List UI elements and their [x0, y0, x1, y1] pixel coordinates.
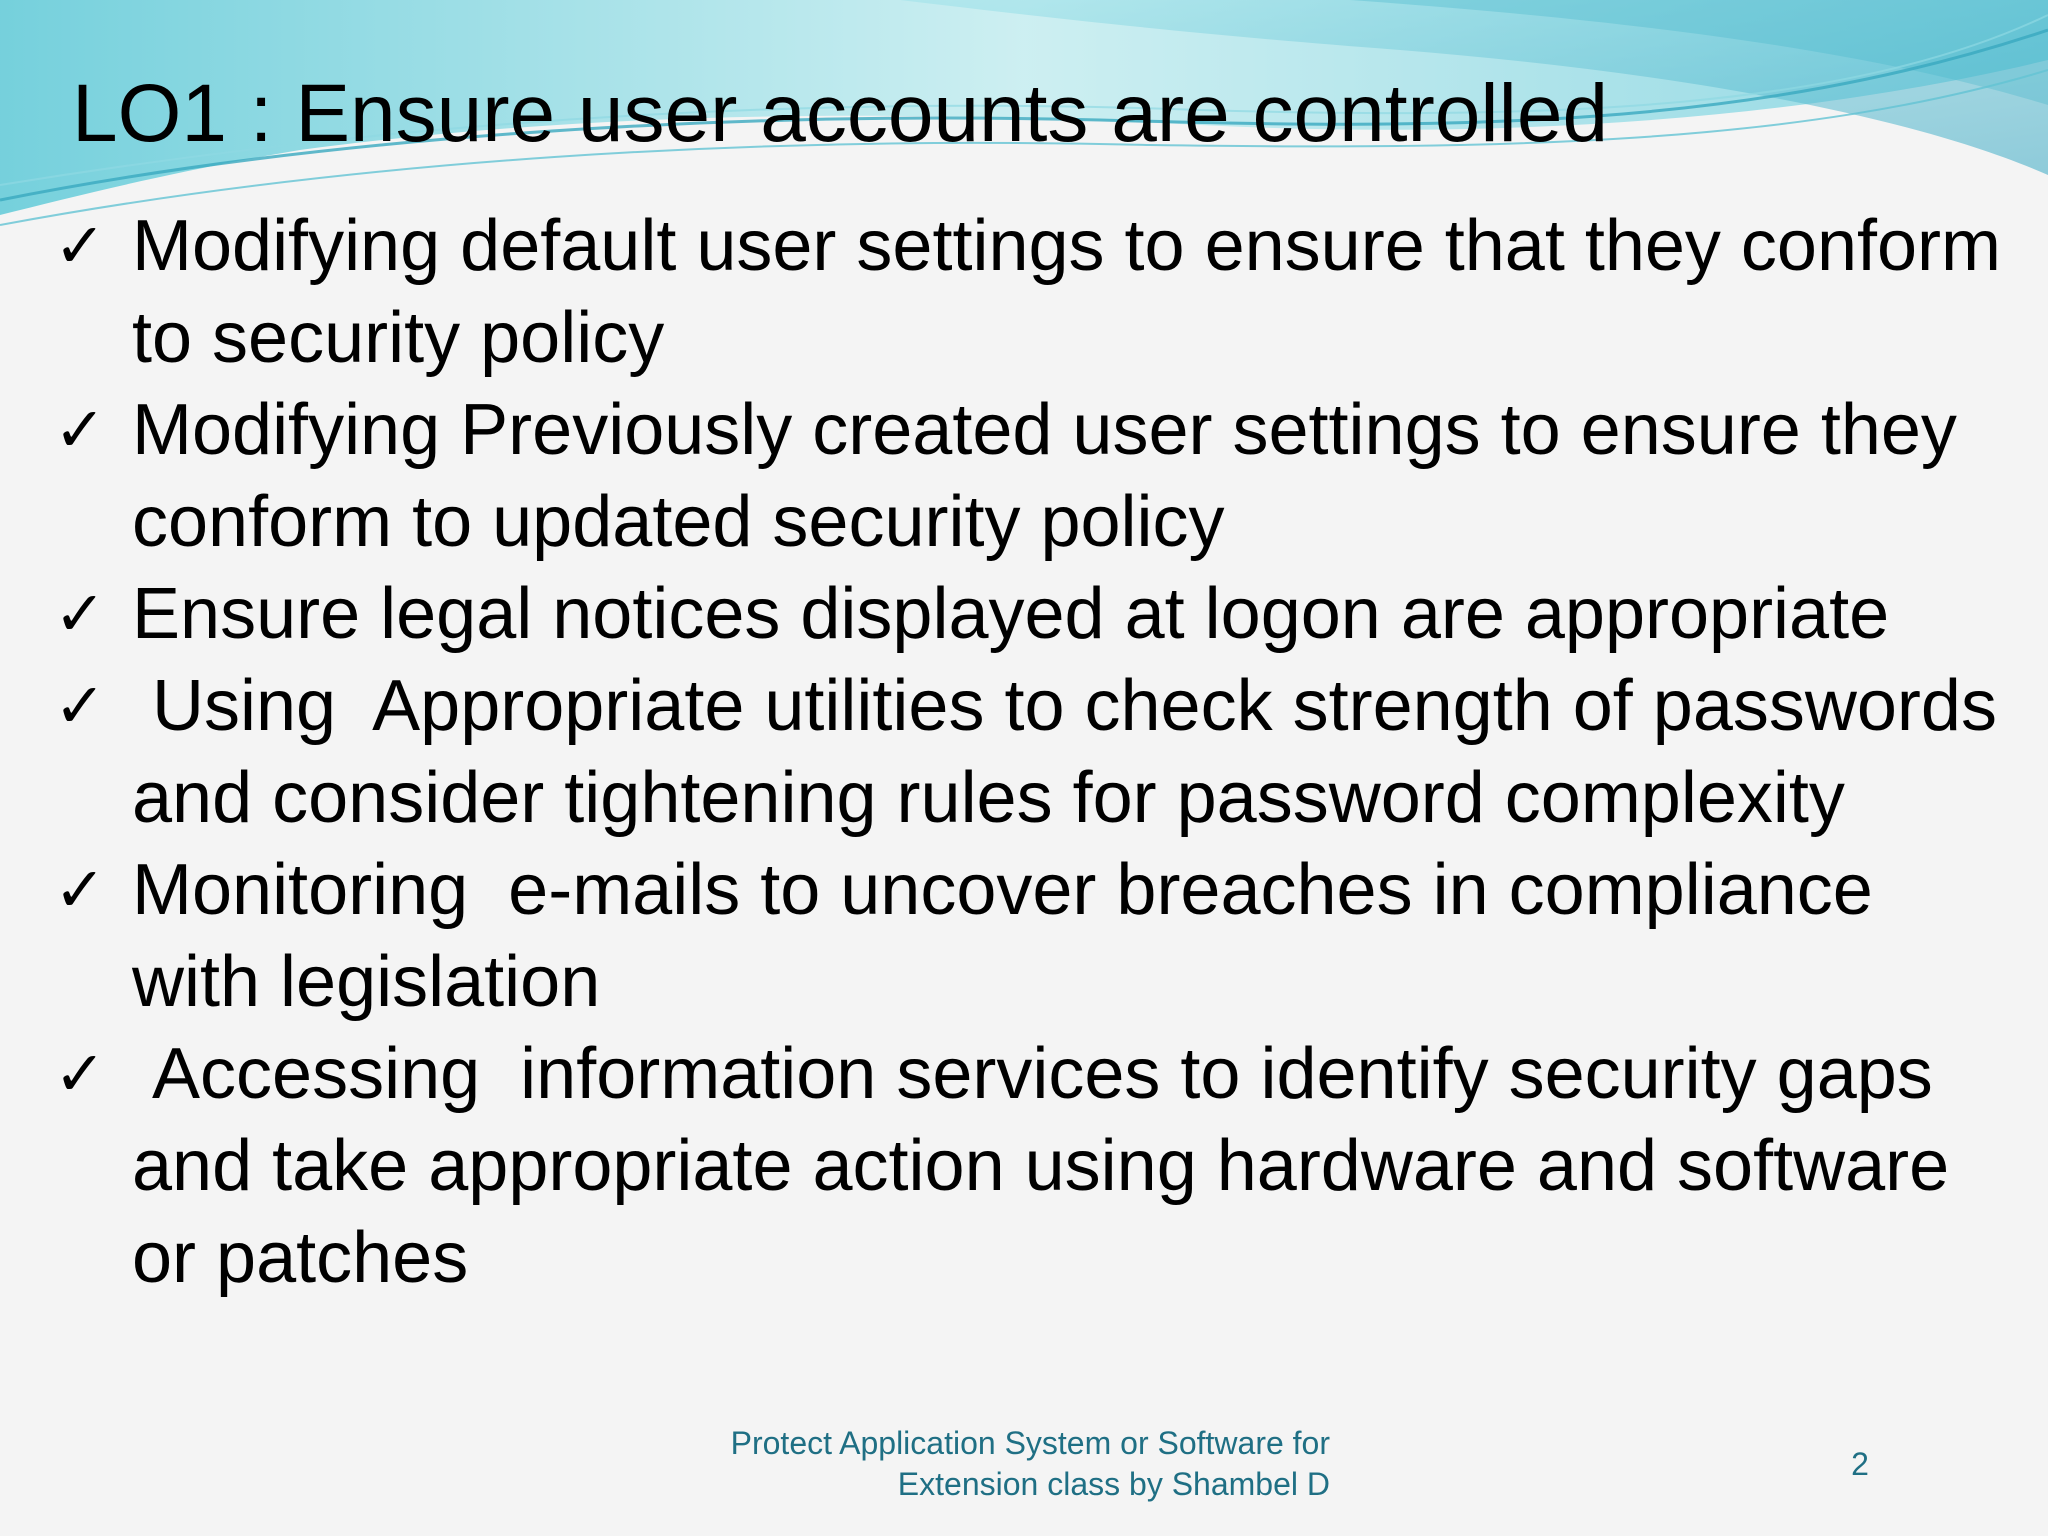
- slide-footer: [690, 1423, 1330, 1505]
- slide-title: LO1 : Ensure user accounts are controlled: [72, 68, 1609, 159]
- bullet-text: Modifying default user settings to ensure that they conform to security policy: [132, 206, 2002, 378]
- check-mark-icon: ✓: [54, 853, 106, 926]
- check-mark-icon: ✓: [54, 393, 106, 466]
- check-mark-icon: ✓: [54, 1037, 106, 1110]
- check-mark-icon: ✓: [54, 577, 106, 650]
- page-number: 2: [1851, 1446, 1869, 1482]
- check-mark-icon: ✓: [54, 209, 106, 282]
- bullet-item: [54, 568, 2004, 660]
- bullet-item: [54, 660, 2017, 844]
- bullet-text: Monitoring e-mails to uncover breaches in compliance with legislation: [132, 850, 1893, 1022]
- bullet-text: Ensure legal notices displayed at logon are appropriate: [132, 574, 1890, 654]
- bullet-text: Using Appropriate utilities to check strength of passwords and consider tightening rules for password complexity: [132, 666, 2017, 838]
- check-mark-icon: ✓: [54, 669, 106, 742]
- bullet-text: Accessing information services to identify security gaps and take appropriate action using hardware and software or patches: [132, 1034, 1970, 1298]
- bullet-item: [54, 844, 2004, 1028]
- bullet-item: [54, 1028, 2004, 1304]
- footer-line-2: Extension class by Shambel D: [897, 1466, 1330, 1502]
- footer-line-1: Protect Application System or Software for: [730, 1425, 1330, 1461]
- bullet-item: [54, 384, 2004, 568]
- bullet-text: Modifying Previously created user settings to ensure they conform to updated security policy: [132, 390, 1957, 562]
- bullet-list: [54, 200, 2017, 1304]
- bullet-item: [54, 200, 2004, 384]
